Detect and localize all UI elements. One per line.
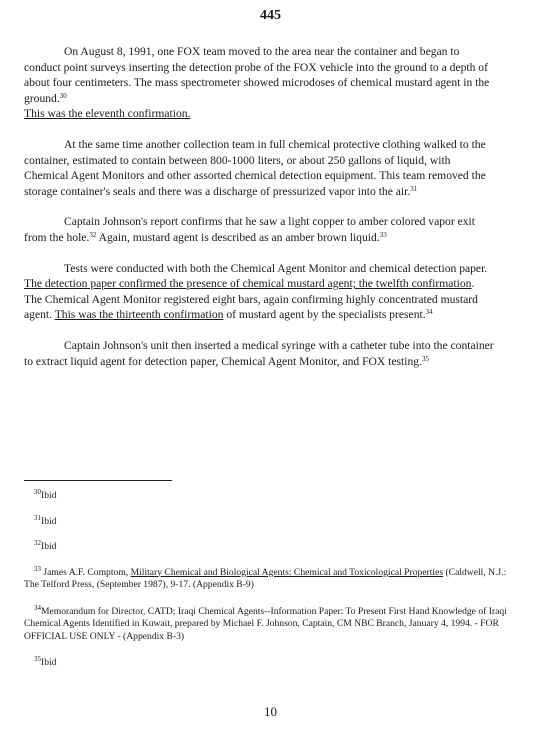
footnote-35-number: 35	[34, 655, 41, 663]
twelfth-confirmation-text: The detection paper confirmed the presence of chemical mustard agent; the twelfth confirmation	[24, 277, 472, 291]
footnotes	[24, 490, 519, 683]
footnote-32	[24, 541, 519, 554]
footnote-32-number: 32	[34, 539, 41, 547]
page-number-bottom: 10	[264, 704, 277, 719]
footnote-33-book-title: Military Chemical and Biological Agents: Chemical and Toxicological Properties	[130, 566, 444, 578]
footnote-30-text: Ibid	[41, 490, 57, 501]
footnote-31	[24, 513, 519, 529]
document-body	[24, 44, 494, 384]
footnote-30	[24, 490, 519, 503]
paragraph-1-text: On August 8, 1991, one FOX team moved to the area near the container and began to conduct point surveys inserting the detection probe of the FOX vehicle into the ground to a depth of about four centimeters. The mass spectrometer showed microdoses of chemical mustard agent in the ground.	[24, 45, 490, 105]
footnote-ref-32: 32	[89, 230, 97, 239]
paragraph-5-text: Captain Johnson's unit then inserted a medical syringe with a catheter tube into the container to extract liquid agent for detection paper, Chemical Agent Monitor, and FOX testing.	[24, 338, 494, 368]
footnote-33-number: 33	[34, 564, 41, 573]
footnote-ref-30: 30	[59, 91, 67, 100]
thirteenth-confirmation-text: This was the thirteenth confirmation	[54, 308, 224, 322]
footnote-ref-31: 31	[410, 184, 418, 193]
eleventh-confirmation-text: This was the eleventh confirmation.	[24, 107, 191, 121]
paragraph-2	[24, 137, 494, 199]
footnote-31-text: Ibid	[41, 515, 57, 527]
footnote-33	[24, 564, 519, 592]
footnote-ref-34: 34	[425, 308, 433, 317]
paragraph-2-text: At the same time another collection team in full chemical protective clothing walked to the container, estimated to contain between 800-1000 liters, or about 250 gallons of liquid, with Chemical Agent Monitors and other assorted chemical detection equipment. This team removed the storage container's seals and there was a discharge of pressurized vapor into the air.	[24, 137, 486, 198]
paragraph-3-text-b: Again, mustard agent is described as an amber brown liquid.	[96, 230, 380, 244]
footnote-35	[24, 657, 519, 670]
paragraph-1	[24, 44, 494, 122]
footnote-ref-35: 35	[422, 354, 429, 363]
paragraph-5	[24, 338, 494, 369]
footnote-35-text: Ibid	[41, 657, 57, 668]
footnote-30-number: 30	[34, 488, 41, 496]
footnote-32-text: Ibid	[41, 541, 57, 552]
paragraph-4-text-c: of mustard agent by the specialists present.	[223, 308, 426, 322]
paragraph-4	[24, 261, 494, 323]
page-number-top: 445	[260, 8, 281, 23]
footnote-33-author: James A.F. Comptom,	[41, 566, 131, 578]
footnote-ref-33: 33	[379, 230, 387, 239]
paragraph-4-text-b: . The Chemical Agent Monitor registered eight bars, again confirming highly concentrated mustard agent.	[24, 277, 478, 322]
paragraph-4-text-a: Tests were conducted with both the Chemical Agent Monitor and chemical detection paper.	[64, 261, 488, 275]
paragraph-3	[24, 214, 494, 245]
paragraph-3-text-a: Captain Johnson's report confirms that he saw a light copper to amber colored vapor exit from the hole.	[24, 215, 475, 244]
footnote-33-publication: (Caldwell, N.J.: The Telford Press, (September 1987), 9-17. (Appendix B-9)	[24, 566, 507, 590]
footnote-separator	[24, 480, 172, 481]
footnote-34	[24, 603, 519, 644]
footnote-31-number: 31	[34, 513, 41, 522]
footnote-34-text: Memorandum for Director, CATD; Iraqi Chemical Agents--Information Paper: To Present First Hand Knowledge of Iraqi Chemical Agents Identified in Kuwait, prepared by Michael F. Johnson, Captain, CM NBC Branch, January 4, 1994. - FOR OFFICIAL USE ONLY - (Appendix B-3)	[24, 605, 507, 642]
footnote-34-number: 34	[34, 603, 41, 612]
